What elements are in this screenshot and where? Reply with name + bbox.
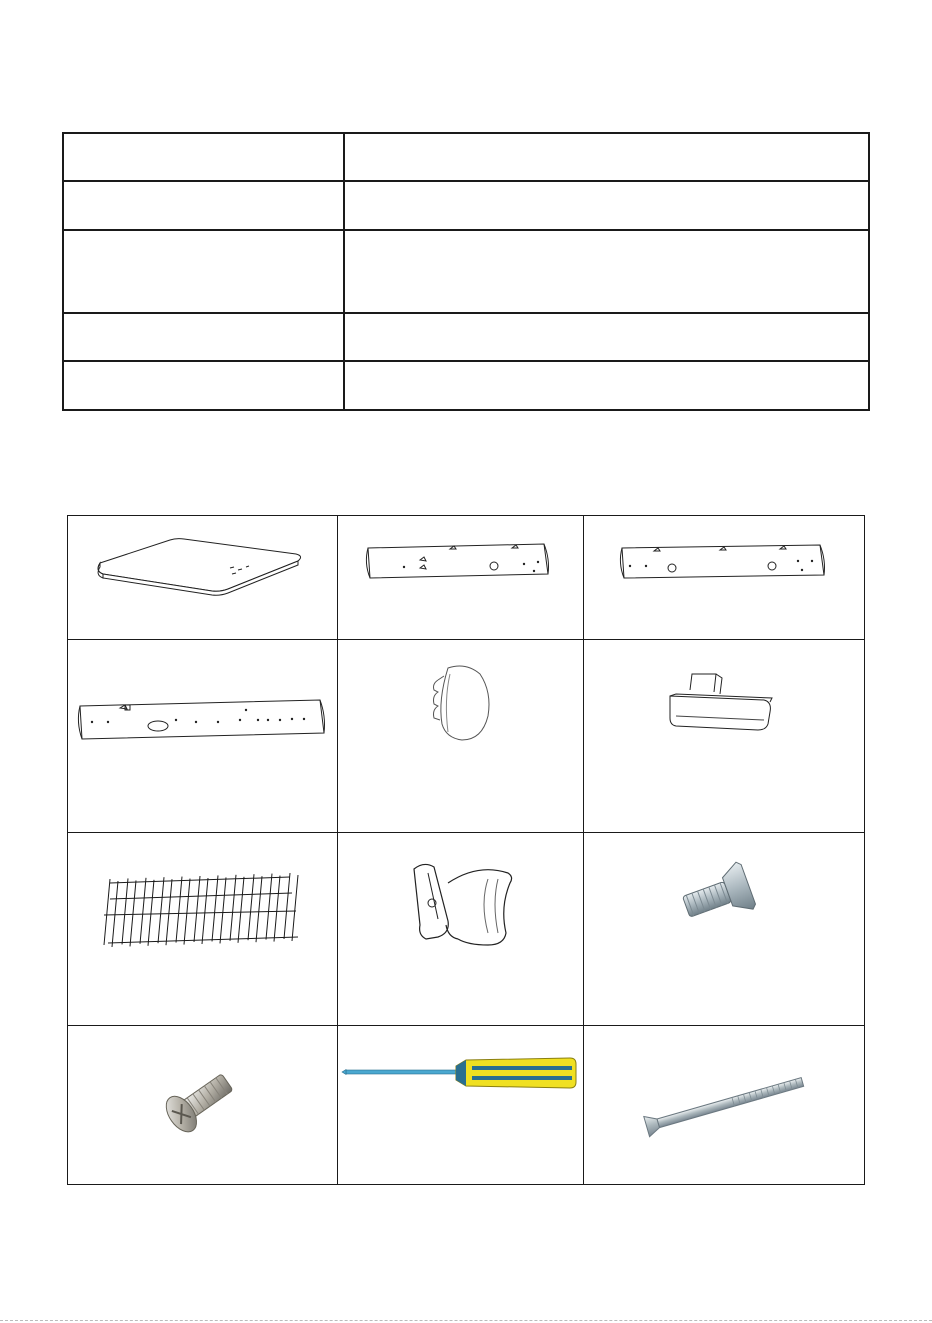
spec-column-divider (343, 134, 345, 409)
rail-connector-icon (584, 640, 864, 832)
part-cell-medium-rail (584, 516, 864, 639)
pan-head-screw-icon (68, 1026, 337, 1186)
part-cell-countersunk-screw (584, 833, 864, 1025)
part-cell-long-rail (68, 640, 337, 832)
cable-clip-icon (338, 833, 583, 1025)
part-cell-top-plate (68, 516, 337, 639)
part-cell-cable-clip (338, 833, 583, 1025)
spec-row-divider (64, 312, 868, 314)
part-cell-rail-connector (584, 640, 864, 832)
short-rail-icon (338, 516, 583, 639)
long-rail-icon (68, 640, 337, 832)
part-cell-end-cap (338, 640, 583, 832)
spec-row-divider (64, 180, 868, 182)
screwdriver-icon (338, 1026, 583, 1186)
part-cell-pan-head-screw (68, 1026, 337, 1186)
cable-grid-icon (68, 833, 337, 1025)
spec-row-divider (64, 229, 868, 231)
part-cell-screwdriver (338, 1026, 583, 1186)
medium-rail-icon (584, 516, 864, 639)
spec-table (62, 132, 870, 411)
top-plate-icon (68, 516, 337, 639)
part-cell-cable-grid (68, 833, 337, 1025)
countersunk-screw-icon (584, 833, 864, 1025)
part-cell-short-rail (338, 516, 583, 639)
end-cap-icon (338, 640, 583, 832)
part-cell-long-bolt (584, 1026, 864, 1186)
spec-row-divider (64, 360, 868, 362)
long-bolt-icon (584, 1026, 864, 1186)
parts-table (67, 515, 865, 1185)
page-bottom-edge (0, 1320, 932, 1321)
